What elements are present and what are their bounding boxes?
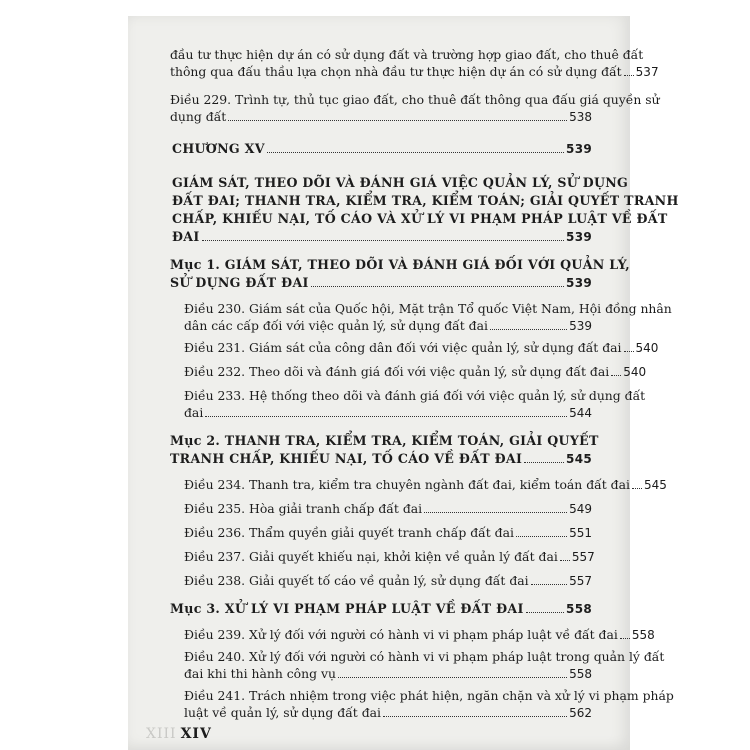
section-title: SỬ DỤNG ĐẤT ĐAI — [170, 275, 309, 290]
section-title: TRANH CHẤP, KHIẾU NẠI, TỐ CÁO VỀ ĐẤT ĐAI — [170, 451, 523, 466]
page-number: 551 — [569, 526, 592, 540]
page-number: 539 — [566, 230, 592, 244]
section-title: Mục 1. GIÁM SÁT, THEO DÕI VÀ ĐÁNH GIÁ ĐỐI VỚI QUẢN LÝ, — [170, 257, 630, 272]
page-number: 562 — [569, 706, 592, 720]
entry-text: thông qua đấu thầu lựa chọn nhà đầu tư thực hiện dự án có sử dụng đất — [170, 64, 622, 79]
page-number: 558 — [631, 628, 655, 642]
leader-dots — [524, 462, 564, 463]
entry-text: Điều 231. Giám sát của công dân đối với việc quản lý, sử dụng đất đai — [184, 340, 622, 355]
page-number: 557 — [571, 550, 595, 564]
leader-dots — [424, 512, 567, 513]
page-number: 544 — [569, 406, 592, 420]
toc-entry-236 — [158, 524, 592, 542]
section-heading-3 — [158, 600, 592, 618]
leader-dots — [490, 329, 567, 330]
leader-dots — [202, 240, 564, 241]
toc-entry-228 — [158, 46, 659, 81]
entry-text: Điều 229. Trình tự, thủ tục giao đất, cho thuê đất thông qua đấu giá quyền sử — [170, 92, 660, 107]
leader-dots — [624, 351, 634, 352]
page-number: 545 — [566, 452, 592, 466]
leader-dots — [560, 560, 570, 561]
entry-text: dân các cấp đối với việc quản lý, sử dụng đất đai — [184, 318, 488, 333]
leader-dots — [620, 638, 630, 639]
ghost-page-number: XIII — [146, 726, 177, 742]
entry-text: Điều 240. Xử lý đối với người có hành vi vi phạm pháp luật trong quản lý đất — [184, 649, 665, 664]
toc-entry-234 — [158, 476, 667, 494]
toc-entry-229 — [158, 91, 660, 126]
section-title: Mục 2. THANH TRA, KIỂM TRA, KIỂM TOÁN, GIẢI QUYẾT — [170, 433, 599, 448]
entry-text: luật về quản lý, sử dụng đất đai — [184, 705, 381, 720]
chapter-title-line: ĐẤT ĐAI; THANH TRA, KIỂM TRA, KIỂM TOÁN; GIẢI QUYẾT TRANH — [172, 193, 679, 208]
leader-dots — [531, 584, 567, 585]
table-of-contents — [158, 46, 679, 732]
page-number: 539 — [566, 142, 592, 156]
chapter-label: CHƯƠNG XV — [172, 141, 265, 156]
entry-text: Điều 237. Giải quyết khiếu nại, khởi kiện về quản lý đất đai — [184, 549, 558, 564]
entry-text: dụng đất — [170, 109, 227, 124]
toc-entry-240 — [158, 648, 665, 683]
toc-entry-237 — [158, 548, 595, 566]
chapter-heading — [158, 140, 592, 158]
leader-dots — [338, 677, 567, 678]
toc-entry-233 — [158, 387, 646, 422]
entry-text: đầu tư thực hiện dự án có sử dụng đất và trường hợp giao đất, cho thuê đất — [170, 47, 644, 62]
toc-entry-235 — [158, 500, 592, 518]
page-number: 540 — [635, 341, 659, 355]
toc-entry-230 — [158, 300, 672, 335]
entry-text: đai — [184, 405, 204, 420]
entry-text: Điều 241. Trách nhiệm trong việc phát hiện, ngăn chặn và xử lý vi phạm pháp — [184, 688, 674, 703]
leader-dots — [383, 716, 567, 717]
chapter-title — [158, 174, 679, 246]
entry-text: Điều 232. Theo dõi và đánh giá đối với việc quản lý, sử dụng đất đai — [184, 364, 610, 379]
page-number: 545 — [643, 478, 667, 492]
section-title: Mục 3. XỬ LÝ VI PHẠM PHÁP LUẬT VỀ ĐẤT ĐAI — [170, 601, 524, 616]
page-number: 538 — [569, 110, 592, 124]
entry-text: Điều 238. Giải quyết tố cáo về quản lý, sử dụng đất đai — [184, 573, 529, 588]
section-heading-2 — [158, 432, 599, 468]
entry-text: Điều 235. Hòa giải tranh chấp đất đai — [184, 501, 423, 516]
toc-entry-232 — [158, 363, 647, 381]
entry-text: Điều 233. Hệ thống theo dõi và đánh giá đối với việc quản lý, sử dụng đất — [184, 388, 646, 403]
section-heading-1 — [158, 256, 630, 292]
chapter-title-line: GIÁM SÁT, THEO DÕI VÀ ĐÁNH GIÁ VIỆC QUẢN LÝ, SỬ DỤNG — [172, 175, 629, 190]
entry-text: Điều 230. Giám sát của Quốc hội, Mặt trận Tổ quốc Việt Nam, Hội đồng nhân — [184, 301, 672, 316]
page-number: 540 — [623, 365, 647, 379]
leader-dots — [205, 416, 567, 417]
page-footer — [146, 726, 212, 742]
entry-text: đai khi thi hành công vụ — [184, 666, 336, 681]
chapter-title-line: CHẤP, KHIẾU NẠI, TỐ CÁO VÀ XỬ LÝ VI PHẠM PHÁP LUẬT VỀ ĐẤT — [172, 211, 668, 226]
entry-text: Điều 239. Xử lý đối với người có hành vi vi phạm pháp luật về đất đai — [184, 627, 618, 642]
toc-entry-231 — [158, 339, 659, 357]
toc-entry-238 — [158, 572, 592, 590]
leader-dots — [516, 536, 567, 537]
leader-dots — [267, 152, 564, 153]
page-number: 539 — [569, 319, 592, 333]
leader-dots — [526, 612, 564, 613]
entry-text: Điều 236. Thẩm quyền giải quyết tranh chấp đất đai — [184, 525, 514, 540]
page-roman-numeral: XIV — [180, 726, 212, 742]
page-number: 549 — [569, 502, 592, 516]
book-page — [128, 16, 679, 750]
page-number: 557 — [569, 574, 592, 588]
leader-dots — [632, 488, 642, 489]
leader-dots — [624, 75, 634, 76]
leader-dots — [228, 120, 567, 121]
leader-dots — [311, 286, 564, 287]
page-number: 558 — [566, 602, 592, 616]
entry-text: Điều 234. Thanh tra, kiểm tra chuyên ngành đất đai, kiểm toán đất đai — [184, 477, 630, 492]
page-number: 558 — [569, 667, 592, 681]
leader-dots — [611, 375, 621, 376]
toc-entry-239 — [158, 626, 655, 644]
toc-entry-241 — [158, 687, 674, 722]
page-number: 537 — [635, 65, 659, 79]
page-number: 539 — [566, 276, 592, 290]
chapter-title-line: ĐAI — [172, 229, 200, 244]
